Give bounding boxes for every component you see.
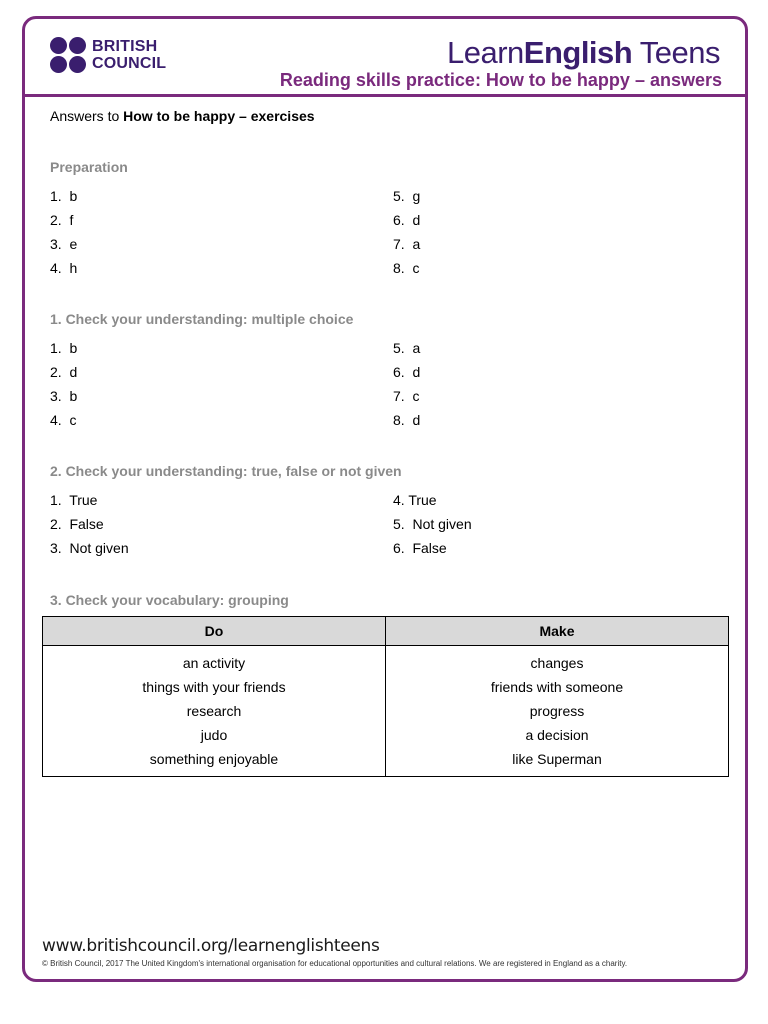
logo-text bbox=[92, 38, 166, 72]
vocabulary-table bbox=[42, 616, 729, 777]
answer-item: 2. d bbox=[50, 364, 78, 380]
answer-item: 3. Not given bbox=[50, 540, 129, 556]
logo-line-2: COUNCIL bbox=[92, 55, 167, 72]
header-divider bbox=[22, 94, 748, 97]
make-column-cell bbox=[386, 646, 729, 777]
answer-item: 7. a bbox=[393, 236, 421, 252]
answer-item: 3. b bbox=[50, 388, 78, 404]
column-header-do: Do bbox=[43, 617, 386, 646]
list-item: an activity bbox=[182, 655, 246, 671]
answer-item: 5. Not given bbox=[393, 516, 472, 532]
page-frame bbox=[22, 16, 748, 982]
list-item: a decision bbox=[525, 727, 589, 743]
logo-dot bbox=[50, 37, 67, 54]
logo-dot bbox=[69, 37, 86, 54]
list-item: like Superman bbox=[512, 751, 602, 767]
answer-item: 6. False bbox=[393, 540, 447, 556]
list-item: something enjoyable bbox=[149, 751, 279, 767]
brand-teens: Teens bbox=[632, 35, 720, 70]
section-title-true-false: 2. Check your understanding: true, false or not given bbox=[50, 463, 402, 479]
list-item: things with your friends bbox=[142, 679, 286, 695]
brand-english: English bbox=[523, 35, 633, 70]
do-column-cell bbox=[43, 646, 386, 777]
answer-item: 4. True bbox=[393, 492, 437, 508]
answer-item: 8. c bbox=[393, 260, 420, 276]
answer-item: 5. g bbox=[393, 188, 421, 204]
list-item: judo bbox=[200, 727, 228, 743]
answer-item: 3. e bbox=[50, 236, 78, 252]
answer-item: 8. d bbox=[393, 412, 421, 428]
answer-item: 4. c bbox=[50, 412, 77, 428]
answer-item: 2. False bbox=[50, 516, 104, 532]
answer-item: 1. True bbox=[50, 492, 98, 508]
column-header-make: Make bbox=[386, 617, 729, 646]
list-item: changes bbox=[530, 655, 584, 671]
footer-website-link[interactable]: www.britishcouncil.org/learnenglishteens bbox=[42, 936, 380, 956]
british-council-dots-icon bbox=[50, 37, 86, 73]
answer-item: 1. b bbox=[50, 340, 78, 356]
document-title: Reading skills practice: How to be happy – answers bbox=[279, 70, 722, 90]
british-council-logo bbox=[50, 37, 190, 73]
answer-item: 7. c bbox=[393, 388, 420, 404]
brand-learn: Learn bbox=[446, 35, 524, 70]
list-item: research bbox=[186, 703, 242, 719]
answer-item: 1. b bbox=[50, 188, 78, 204]
list-item: friends with someone bbox=[490, 679, 624, 695]
section-title-multiple-choice: 1. Check your understanding: multiple choice bbox=[50, 311, 354, 327]
answer-item: 6. d bbox=[393, 212, 421, 228]
logo-line-1: BRITISH bbox=[92, 38, 158, 55]
answer-item: 4. h bbox=[50, 260, 78, 276]
footer-copyright: © British Council, 2017 The United Kingdom's international organisation for educational opportunities and cultural relations. We are registered in England as a charity. bbox=[42, 959, 628, 968]
answer-item: 6. d bbox=[393, 364, 421, 380]
logo-dot bbox=[50, 56, 67, 73]
list-item: progress bbox=[529, 703, 585, 719]
section-title-preparation: Preparation bbox=[50, 159, 128, 175]
answer-item: 2. f bbox=[50, 212, 74, 228]
table-header-row bbox=[43, 617, 729, 646]
intro-line bbox=[50, 108, 315, 124]
answer-item: 5. a bbox=[393, 340, 421, 356]
intro-prefix: Answers to bbox=[50, 108, 124, 124]
learnenglish-teens-logo bbox=[447, 35, 720, 71]
section-title-vocabulary: 3. Check your vocabulary: grouping bbox=[50, 592, 289, 608]
logo-dot bbox=[69, 56, 86, 73]
table-row bbox=[43, 646, 729, 777]
intro-bold: How to be happy – exercises bbox=[123, 108, 315, 124]
